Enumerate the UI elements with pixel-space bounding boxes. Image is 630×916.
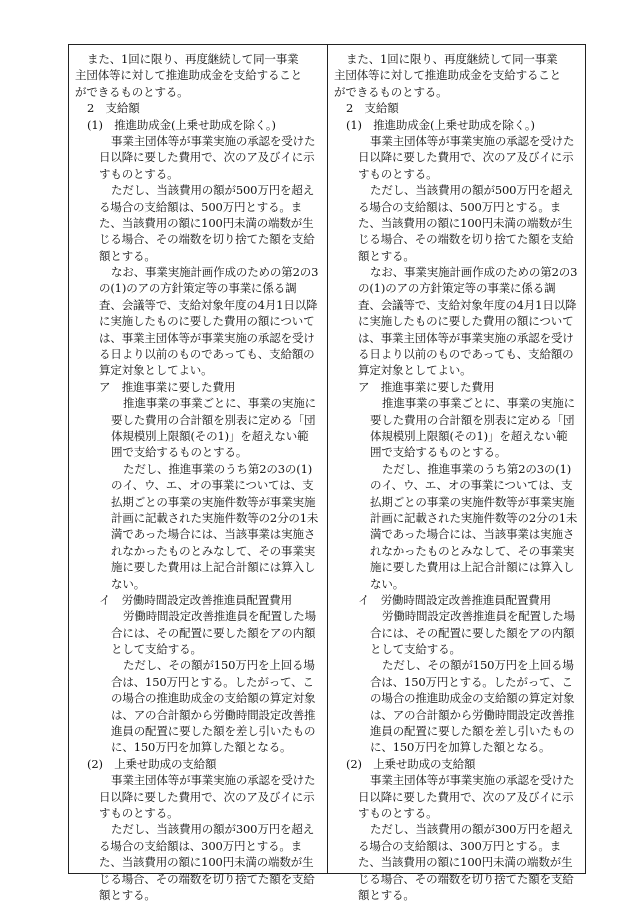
text-line: (2) 上乗せ助成の支給額 bbox=[87, 756, 217, 771]
text-line: る日より以前のものであっても、支給額の bbox=[358, 347, 574, 362]
text-line: すものとする。 bbox=[358, 805, 438, 820]
text-line: ができるものとする。 bbox=[75, 84, 189, 99]
text-line: 事業主団体等が事業実施の承認を受けた bbox=[111, 773, 316, 788]
text-line: 計画に記載された実施件数等の2分の1未 bbox=[370, 510, 578, 525]
text-line: 労働時間設定改善推進員を配置した場 bbox=[123, 609, 316, 624]
text-line: る場合の支給額は、300万円とする。ま bbox=[358, 838, 562, 853]
text-line: 額とする。 bbox=[99, 248, 156, 263]
text-line: 施に要した費用は上記合計額には算入し bbox=[370, 560, 575, 575]
text-line: 算定対象としてよい。 bbox=[99, 363, 213, 378]
text-line: 主団体等に対して推進助成金を支給すること bbox=[334, 68, 561, 83]
text-line: また、1回に限り、再度継続して同一事業 bbox=[87, 52, 299, 66]
text-line: じる場合、その端数を切り捨てた額を支給 bbox=[358, 232, 574, 247]
text-line: 事業主団体等が事業実施の承認を受けた bbox=[111, 133, 316, 148]
text-line: の場合の推進助成金の支給額の算定対象 bbox=[370, 691, 575, 706]
text-line: た、当該費用の額に100円未満の端数が生 bbox=[99, 855, 314, 870]
text-line: 合は、150万円とする。したがって、こ bbox=[111, 674, 314, 689]
text-line: た、当該費用の額に100円未満の端数が生 bbox=[358, 855, 573, 870]
text-line: に、150万円を加算した額となる。 bbox=[111, 740, 292, 755]
text-line: 合には、その配置に要した額をアの内額 bbox=[370, 625, 575, 640]
text-line: イ 労働時間設定改善推進員配置費用 bbox=[358, 592, 551, 607]
comparison-table bbox=[68, 44, 586, 902]
text-line: じる場合、その端数を切り捨てた額を支給 bbox=[99, 871, 315, 886]
text-line: 施に要した費用は上記合計額には算入し bbox=[111, 560, 316, 575]
text-line: る場合の支給額は、300万円とする。ま bbox=[99, 838, 303, 853]
text-line: なお、事業実施計画作成のための第2の3 bbox=[111, 265, 319, 280]
text-line: じる場合、その端数を切り捨てた額を支給 bbox=[358, 871, 574, 886]
text-line: 日以降に要した費用で、次のア及びイに示 bbox=[358, 789, 574, 804]
text-line: ただし、推進事業のうち第2の3の(1) bbox=[382, 461, 572, 476]
text-line: 進員の配置に要した額を差し引いたもの bbox=[111, 724, 316, 739]
text-line: 額とする。 bbox=[358, 887, 415, 902]
text-line: 日以降に要した費用で、次のア及びイに示 bbox=[99, 789, 315, 804]
text-line: 払期ごとの事業の実施件数等が事業実施 bbox=[370, 494, 575, 509]
text-line: ない。 bbox=[370, 576, 405, 591]
text-line: れなかったものとみなして、その事業実 bbox=[111, 543, 316, 558]
text-line: ただし、推進事業のうち第2の3の(1) bbox=[123, 461, 313, 476]
text-line: ただし、当該費用の額が300万円を超え bbox=[111, 822, 315, 837]
text-line: 合には、その配置に要した額をアの内額 bbox=[111, 625, 316, 640]
text-line: ただし、当該費用の額が300万円を超え bbox=[370, 822, 574, 837]
text-line: 体規模別上限額(その1)」を超えない範 bbox=[370, 428, 568, 443]
text-line: の場合の推進助成金の支給額の算定対象 bbox=[111, 691, 316, 706]
text-line: すものとする。 bbox=[358, 166, 438, 181]
text-line: じる場合、その端数を切り捨てた額を支給 bbox=[99, 232, 315, 247]
text-line: また、1回に限り、再度継続して同一事業 bbox=[346, 52, 558, 66]
text-line: 満であった場合には、当該事業は実施さ bbox=[111, 527, 316, 542]
text-line: 2 支給額 bbox=[87, 101, 140, 116]
text-line: る場合の支給額は、500万円とする。ま bbox=[99, 199, 303, 214]
text-line: として支給する。 bbox=[370, 642, 461, 657]
text-line: ア 推進事業に要した費用 bbox=[99, 379, 236, 394]
text-line: ア 推進事業に要した費用 bbox=[358, 379, 495, 394]
text-line: 推進事業の事業ごとに、事業の実施に bbox=[123, 396, 316, 411]
text-line: 合は、150万円とする。したがって、こ bbox=[370, 674, 573, 689]
text-line: ただし、当該費用の額が500万円を超え bbox=[111, 183, 315, 198]
text-line: 要した費用の合計額を別表に定める「団 bbox=[370, 412, 575, 427]
text-line: として支給する。 bbox=[111, 642, 202, 657]
text-line: なお、事業実施計画作成のための第2の3 bbox=[370, 265, 578, 280]
text-line: イ 労働時間設定改善推進員配置費用 bbox=[99, 592, 292, 607]
text-line: に実施したものに要した費用の額について bbox=[358, 314, 574, 329]
text-line: ができるものとする。 bbox=[334, 84, 448, 99]
text-line: ただし、その額が150万円を上回る場 bbox=[382, 658, 574, 673]
text-line: のイ、ウ、エ、オの事業については、支 bbox=[370, 478, 573, 493]
text-line: 主団体等に対して推進助成金を支給すること bbox=[75, 68, 302, 83]
text-line: 体規模別上限額(その1)」を超えない範 bbox=[111, 428, 309, 443]
text-line: 日以降に要した費用で、次のア及びイに示 bbox=[99, 150, 315, 165]
text-line: に実施したものに要した費用の額について bbox=[99, 314, 315, 329]
text-line: 査、会議等で、支給対象年度の4月1日以降 bbox=[358, 297, 577, 312]
text-line: (2) 上乗せ助成の支給額 bbox=[346, 756, 476, 771]
text-line: 事業主団体等が事業実施の承認を受けた bbox=[370, 773, 575, 788]
text-line: れなかったものとみなして、その事業実 bbox=[370, 543, 575, 558]
text-line: (1) 推進助成金(上乗せ助成を除く。) bbox=[346, 117, 535, 132]
text-line: 満であった場合には、当該事業は実施さ bbox=[370, 527, 575, 542]
text-line: ただし、当該費用の額が500万円を超え bbox=[370, 183, 574, 198]
text-line: は、アの合計額から労働時間設定改善推 bbox=[111, 707, 316, 722]
text-line: 算定対象としてよい。 bbox=[358, 363, 472, 378]
text-line: る場合の支給額は、500万円とする。ま bbox=[358, 199, 562, 214]
text-line: の(1)のアの方針策定等の事業に係る調 bbox=[99, 281, 297, 296]
text-line: 払期ごとの事業の実施件数等が事業実施 bbox=[111, 494, 316, 509]
text-line: 進員の配置に要した額を差し引いたもの bbox=[370, 724, 575, 739]
text-line: ただし、その額が150万円を上回る場 bbox=[123, 658, 315, 673]
text-line: (1) 推進助成金(上乗せ助成を除く。) bbox=[87, 117, 276, 132]
text-line: に、150万円を加算した額となる。 bbox=[370, 740, 551, 755]
text-line: 事業主団体等が事業実施の承認を受けた bbox=[370, 133, 575, 148]
text-line: 推進事業の事業ごとに、事業の実施に bbox=[382, 396, 575, 411]
text-line: た、当該費用の額に100円未満の端数が生 bbox=[358, 215, 573, 230]
text-line: る日より以前のものであっても、支給額の bbox=[99, 347, 315, 362]
text-line: すものとする。 bbox=[99, 805, 179, 820]
text-line: 2 支給額 bbox=[346, 101, 399, 116]
text-line: 日以降に要した費用で、次のア及びイに示 bbox=[358, 150, 574, 165]
text-line: ない。 bbox=[111, 576, 146, 591]
text-line: は、アの合計額から労働時間設定改善推 bbox=[370, 707, 575, 722]
text-line: 労働時間設定改善推進員を配置した場 bbox=[382, 609, 575, 624]
text-line: すものとする。 bbox=[99, 166, 179, 181]
text-line: た、当該費用の額に100円未満の端数が生 bbox=[99, 215, 314, 230]
text-line: 囲で支給するものとする。 bbox=[370, 445, 507, 460]
text-line: 査、会議等で、支給対象年度の4月1日以降 bbox=[99, 297, 318, 312]
right-column bbox=[327, 45, 585, 902]
text-line: のイ、ウ、エ、オの事業については、支 bbox=[111, 478, 314, 493]
text-line: は、事業主団体等が事業実施の承認を受け bbox=[99, 330, 315, 345]
text-line: 額とする。 bbox=[358, 248, 415, 263]
text-line: 囲で支給するものとする。 bbox=[111, 445, 248, 460]
text-line: 要した費用の合計額を別表に定める「団 bbox=[111, 412, 316, 427]
left-column bbox=[69, 45, 327, 902]
text-line: 額とする。 bbox=[99, 887, 156, 902]
text-line: 計画に記載された実施件数等の2分の1未 bbox=[111, 510, 319, 525]
text-line: の(1)のアの方針策定等の事業に係る調 bbox=[358, 281, 556, 296]
text-line: は、事業主団体等が事業実施の承認を受け bbox=[358, 330, 574, 345]
